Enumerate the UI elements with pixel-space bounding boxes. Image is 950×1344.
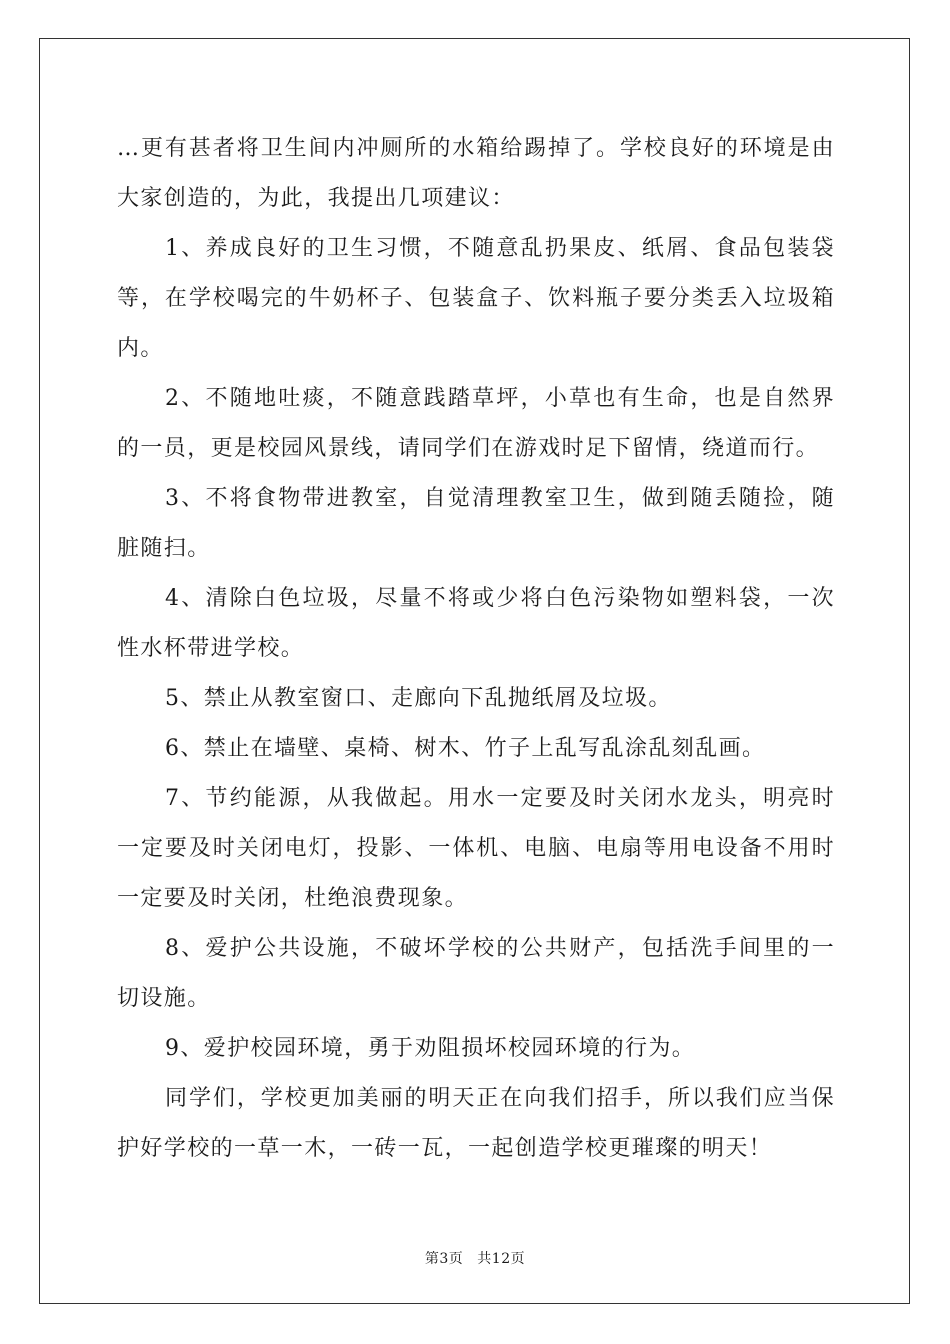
total-pages-label: 共12页 [477, 1251, 526, 1267]
paragraph-suggestion-7: 7、节约能源，从我做起。用水一定要及时关闭水龙头，明亮时一定要及时关闭电灯，投影、一体机、电脑、电扇等用电设备不用时一定要及时关闭，杜绝浪费现象。 [117, 786, 835, 911]
current-page-label: 第3页 [424, 1251, 464, 1267]
paragraph-suggestion-3: 3、不将食物带进教室，自觉清理教室卫生，做到随丢随捡，随脏随扫。 [117, 486, 835, 561]
paragraph-suggestion-1: 1、养成良好的卫生习惯，不随意乱扔果皮、纸屑、食品包装袋等，在学校喝完的牛奶杯子、包装盒子、饮料瓶子要分类丢入垃圾箱内。 [117, 236, 835, 361]
document-body [117, 124, 835, 1174]
paragraph-suggestion-2: 2、不随地吐痰，不随意践踏草坪，小草也有生命，也是自然界的一员，更是校园风景线，请同学们在游戏时足下留情，绕道而行。 [117, 386, 835, 461]
paragraph-suggestion-4: 4、清除白色垃圾，尽量不将或少将白色污染物如塑料袋，一次性水杯带进学校。 [117, 586, 835, 661]
paragraph-suggestion-8: 8、爱护公共设施，不破坏学校的公共财产，包括洗手间里的一切设施。 [117, 936, 835, 1011]
paragraph-closing: 同学们，学校更加美丽的明天正在向我们招手，所以我们应当保护好学校的一草一木，一砖一瓦，一起创造学校更璀璨的明天！ [117, 1086, 835, 1161]
paragraph-suggestion-9: 9、爱护校园环境，勇于劝阻损坏校园环境的行为。 [165, 1036, 696, 1061]
page-footer [0, 1248, 950, 1268]
paragraph-suggestion-6: 6、禁止在墙壁、桌椅、树木、竹子上乱写乱涂乱刻乱画。 [165, 736, 766, 761]
paragraph-intro: …更有甚者将卫生间内冲厕所的水箱给踢掉了。学校良好的环境是由大家创造的，为此，我提出几项建议： [117, 136, 835, 211]
paragraph-suggestion-5: 5、禁止从教室窗口、走廊向下乱抛纸屑及垃圾。 [165, 686, 672, 711]
